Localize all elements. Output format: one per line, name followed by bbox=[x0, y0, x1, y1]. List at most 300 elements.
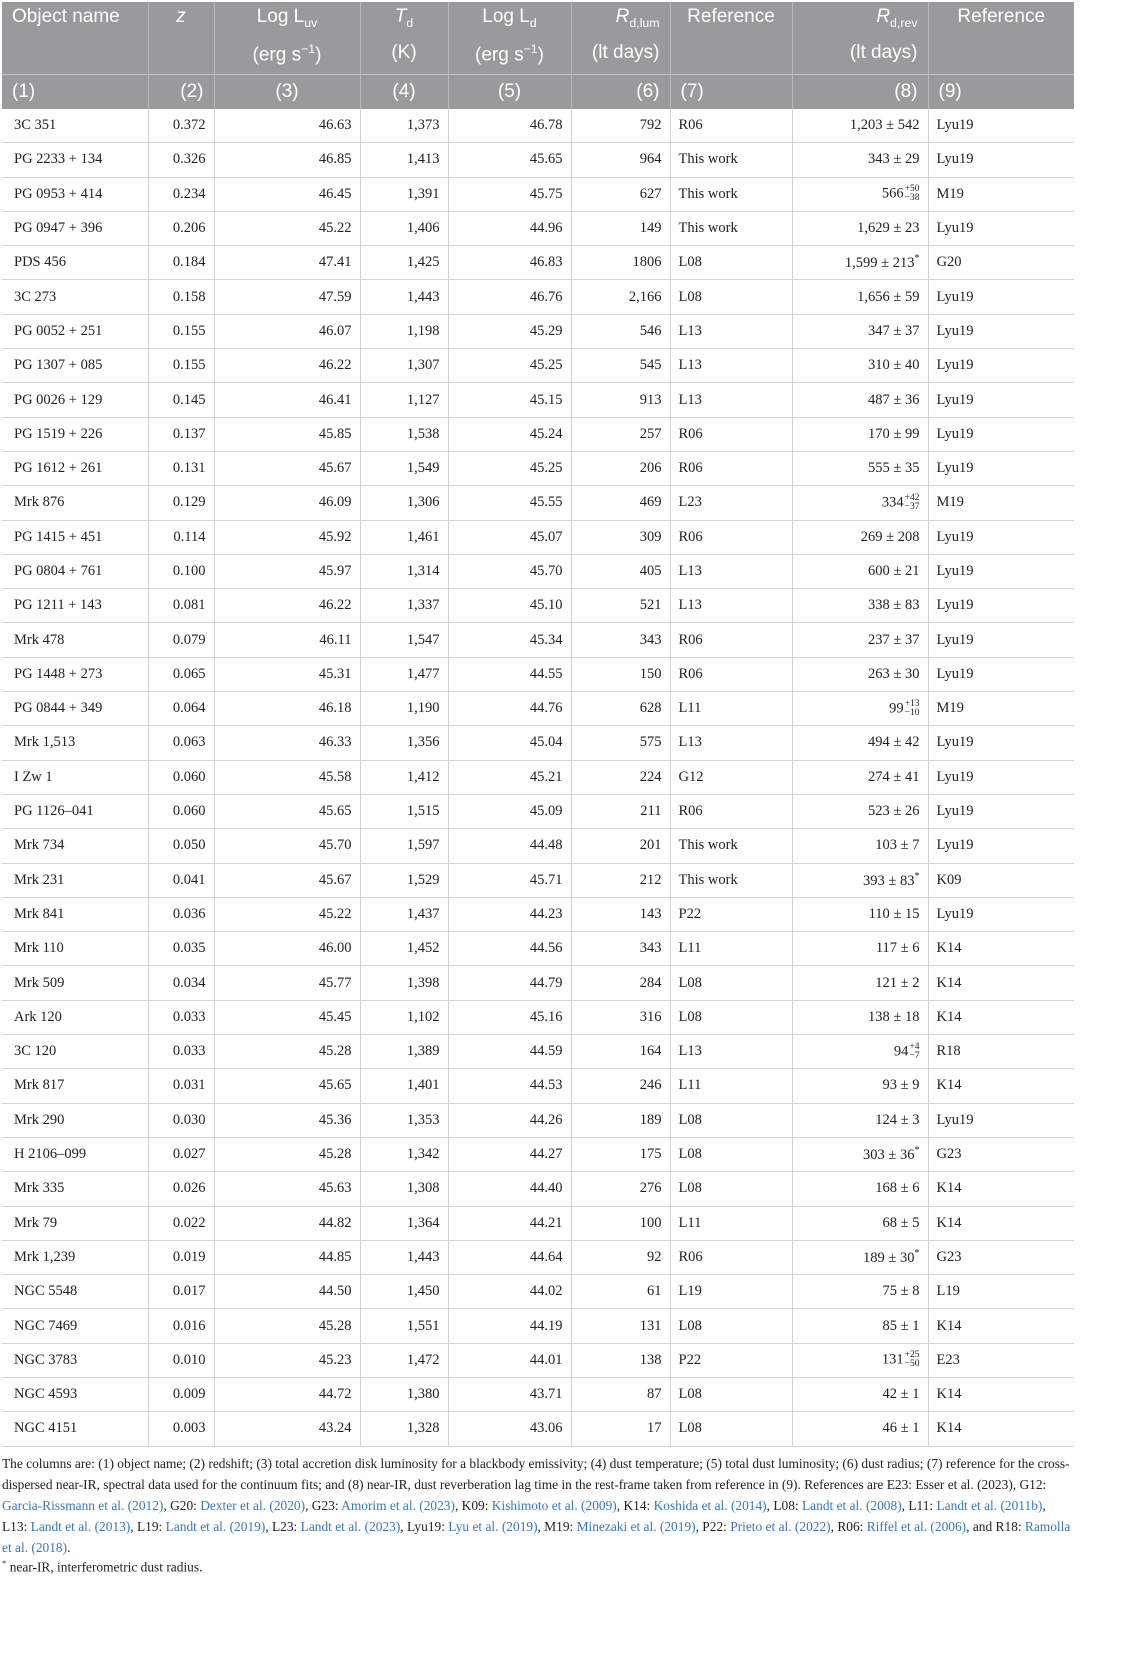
cell-z: 0.009 bbox=[148, 1377, 214, 1411]
cell-ref2: K14 bbox=[928, 932, 1074, 966]
cell-name: I Zw 1 bbox=[2, 760, 148, 794]
cell-ref2: L19 bbox=[928, 1275, 1074, 1309]
cell-z: 0.155 bbox=[148, 349, 214, 383]
cell-ref1: L11 bbox=[670, 932, 792, 966]
cell-name: Mrk 876 bbox=[2, 486, 148, 520]
cell-name: Mrk 335 bbox=[2, 1172, 148, 1206]
table-row bbox=[2, 211, 1074, 245]
cell-ref1: R06 bbox=[670, 417, 792, 451]
cell-ref1: L13 bbox=[670, 349, 792, 383]
table-row bbox=[2, 1412, 1074, 1446]
cell-rlum: 246 bbox=[571, 1069, 670, 1103]
cell-rrev: 1,599 ± 213* bbox=[792, 246, 928, 280]
cell-name: Mrk 478 bbox=[2, 623, 148, 657]
cell-rrev: 263 ± 30 bbox=[792, 657, 928, 691]
cell-td: 1,308 bbox=[360, 1172, 448, 1206]
reference-link[interactable]: Landt et al. (2019) bbox=[165, 1518, 266, 1534]
cell-z: 0.184 bbox=[148, 246, 214, 280]
header-log-luv: Log $L_{uv}$ bbox=[214, 2, 360, 42]
cell-ref2: K14 bbox=[928, 1172, 1074, 1206]
cell-luv: 46.45 bbox=[214, 177, 360, 211]
cell-rrev: 1,629 ± 23 bbox=[792, 211, 928, 245]
cell-z: 0.017 bbox=[148, 1275, 214, 1309]
cell-ref2: M19 bbox=[928, 177, 1074, 211]
cell-luv: 44.72 bbox=[214, 1377, 360, 1411]
cell-td: 1,425 bbox=[360, 246, 448, 280]
cell-ld: 45.21 bbox=[448, 760, 571, 794]
cell-name: Mrk 110 bbox=[2, 932, 148, 966]
cell-rrev: 117 ± 6 bbox=[792, 932, 928, 966]
cell-ref2: K09 bbox=[928, 863, 1074, 897]
cell-ref1: This work bbox=[670, 829, 792, 863]
asymmetric-error: +42 −37 bbox=[904, 492, 920, 512]
cell-ld: 45.09 bbox=[448, 794, 571, 828]
cell-z: 0.060 bbox=[148, 794, 214, 828]
cell-ref1: L19 bbox=[670, 1275, 792, 1309]
cell-z: 0.326 bbox=[148, 143, 214, 177]
cell-ref1: L13 bbox=[670, 589, 792, 623]
cell-ref1: R06 bbox=[670, 794, 792, 828]
cell-ref1: This work bbox=[670, 211, 792, 245]
cell-z: 0.158 bbox=[148, 280, 214, 314]
cell-rlum: 17 bbox=[571, 1412, 670, 1446]
cell-name: Mrk 290 bbox=[2, 1103, 148, 1137]
table-row bbox=[2, 863, 1074, 897]
cell-rrev: 274 ± 41 bbox=[792, 760, 928, 794]
cell-ld: 44.26 bbox=[448, 1103, 571, 1137]
cell-rlum: 206 bbox=[571, 451, 670, 485]
cell-z: 0.041 bbox=[148, 863, 214, 897]
reference-link[interactable]: Amorim et al. (2023) bbox=[341, 1497, 455, 1513]
cell-luv: 45.85 bbox=[214, 417, 360, 451]
cell-rrev: 110 ± 15 bbox=[792, 897, 928, 931]
cell-luv: 45.70 bbox=[214, 829, 360, 863]
cell-td: 1,472 bbox=[360, 1343, 448, 1377]
cell-ref2: K14 bbox=[928, 1412, 1074, 1446]
cell-rlum: 131 bbox=[571, 1309, 670, 1343]
cell-rrev: 46 ± 1 bbox=[792, 1412, 928, 1446]
table-row bbox=[2, 1206, 1074, 1240]
cell-luv: 45.28 bbox=[214, 1309, 360, 1343]
reference-link[interactable]: Landt et al. (2013) bbox=[30, 1518, 131, 1534]
cell-rlum: 913 bbox=[571, 383, 670, 417]
cell-td: 1,127 bbox=[360, 383, 448, 417]
reference-link[interactable]: Prieto et al. (2022) bbox=[730, 1518, 831, 1534]
cell-ld: 45.65 bbox=[448, 143, 571, 177]
table-container bbox=[2, 0, 1074, 1575]
cell-ref2: G20 bbox=[928, 246, 1074, 280]
cell-luv: 44.82 bbox=[214, 1206, 360, 1240]
cell-z: 0.034 bbox=[148, 966, 214, 1000]
cell-name: PG 1612 + 261 bbox=[2, 451, 148, 485]
cell-rrev: 303 ± 36* bbox=[792, 1137, 928, 1171]
table-row bbox=[2, 1275, 1074, 1309]
cell-ref1: L08 bbox=[670, 1172, 792, 1206]
cell-ref2: Lyu19 bbox=[928, 211, 1074, 245]
cell-name: Mrk 509 bbox=[2, 966, 148, 1000]
cell-name: Mrk 1,513 bbox=[2, 726, 148, 760]
cell-rlum: 257 bbox=[571, 417, 670, 451]
cell-rlum: 521 bbox=[571, 589, 670, 623]
cell-ref2: Lyu19 bbox=[928, 280, 1074, 314]
cell-rlum: 211 bbox=[571, 794, 670, 828]
reference-link[interactable]: Ramolla et al. (2018) bbox=[2, 1518, 1071, 1555]
reference-link[interactable]: Lyu et al. (2019) bbox=[448, 1518, 538, 1534]
cell-rrev: 347 ± 37 bbox=[792, 314, 928, 348]
cell-rrev: 75 ± 8 bbox=[792, 1275, 928, 1309]
cell-z: 0.026 bbox=[148, 1172, 214, 1206]
cell-ref1: This work bbox=[670, 863, 792, 897]
header-rdrev: $R_{d,rev}$ bbox=[792, 2, 928, 42]
cell-ref1: L11 bbox=[670, 1069, 792, 1103]
cell-z: 0.137 bbox=[148, 417, 214, 451]
cell-ref1: L08 bbox=[670, 1137, 792, 1171]
cell-ref2: Lyu19 bbox=[928, 143, 1074, 177]
table-row bbox=[2, 1103, 1074, 1137]
cell-luv: 45.28 bbox=[214, 1035, 360, 1069]
cell-rrev: 94+4 −7 bbox=[792, 1035, 928, 1069]
header-num-5: (5) bbox=[448, 75, 571, 110]
cell-ref1: R06 bbox=[670, 623, 792, 657]
reference-link[interactable]: Garcia-Rissmann et al. (2012) bbox=[2, 1497, 164, 1513]
cell-name: Mrk 734 bbox=[2, 829, 148, 863]
cell-luv: 44.50 bbox=[214, 1275, 360, 1309]
table-row bbox=[2, 1000, 1074, 1034]
cell-ref2: G23 bbox=[928, 1240, 1074, 1274]
cell-luv: 45.65 bbox=[214, 1069, 360, 1103]
table-row bbox=[2, 1137, 1074, 1171]
cell-td: 1,549 bbox=[360, 451, 448, 485]
cell-ld: 44.23 bbox=[448, 897, 571, 931]
table-row bbox=[2, 1343, 1074, 1377]
cell-rrev: 494 ± 42 bbox=[792, 726, 928, 760]
cell-name: Mrk 79 bbox=[2, 1206, 148, 1240]
cell-rlum: 224 bbox=[571, 760, 670, 794]
cell-luv: 46.00 bbox=[214, 932, 360, 966]
interferometric-mark: * bbox=[914, 253, 920, 265]
cell-luv: 45.67 bbox=[214, 451, 360, 485]
cell-ld: 45.07 bbox=[448, 520, 571, 554]
cell-ref2: Lyu19 bbox=[928, 554, 1074, 588]
cell-z: 0.027 bbox=[148, 1137, 214, 1171]
cell-luv: 46.07 bbox=[214, 314, 360, 348]
cell-ref1: R06 bbox=[670, 109, 792, 143]
cell-td: 1,380 bbox=[360, 1377, 448, 1411]
cell-name: PDS 456 bbox=[2, 246, 148, 280]
cell-td: 1,515 bbox=[360, 794, 448, 828]
cell-luv: 45.77 bbox=[214, 966, 360, 1000]
cell-z: 0.060 bbox=[148, 760, 214, 794]
header-rdlum-units: (lt days) bbox=[571, 42, 670, 75]
cell-name: NGC 7469 bbox=[2, 1309, 148, 1343]
cell-luv: 46.22 bbox=[214, 589, 360, 623]
cell-rrev: 85 ± 1 bbox=[792, 1309, 928, 1343]
cell-luv: 45.45 bbox=[214, 1000, 360, 1034]
cell-ld: 44.64 bbox=[448, 1240, 571, 1274]
cell-rrev: 124 ± 3 bbox=[792, 1103, 928, 1137]
cell-rlum: 964 bbox=[571, 143, 670, 177]
cell-ld: 45.29 bbox=[448, 314, 571, 348]
table-row bbox=[2, 760, 1074, 794]
table-row bbox=[2, 966, 1074, 1000]
cell-ref1: L08 bbox=[670, 1309, 792, 1343]
cell-ref2: Lyu19 bbox=[928, 109, 1074, 143]
table-notes: The columns are: (1) object name; (2) redshift; (3) total accretion disk luminosity for a blackbody emissivity; (4) dust temperature; (5) total dust luminosity; (6) dust radius; (7) reference for the cross-dispersed near-IR, spectral data used for the continuum fits; and (8) near-IR, dust reverberation lag time in the rest-frame taken from reference in (9). References are E23: Esser et al. (2023), G12: Garcia-Rissmann et al. (2012), G20: Dexter et al. (2020), G23: Amorim et al. (2023), K09: Kishimoto et al. (2009), K14: Koshida et al. (2014), L08: Landt et al. (2008), L11: Landt et al. (2011b), L13: Landt et al. (2013), L19: Landt et al. (2019), L23: Landt et al. (2023), Lyu19: Lyu et al. (2019), M19: Minezaki et al. (2019), P22: Prieto et al. (2022), R06: Riffel et al. (2006), and R18: Ramolla et al. (2018). bbox=[2, 1455, 1071, 1555]
cell-luv: 45.65 bbox=[214, 794, 360, 828]
cell-td: 1,190 bbox=[360, 692, 448, 726]
table-row bbox=[2, 520, 1074, 554]
table-row bbox=[2, 451, 1074, 485]
cell-name: Mrk 1,239 bbox=[2, 1240, 148, 1274]
reference-link[interactable]: Koshida et al. (2014) bbox=[653, 1497, 767, 1513]
cell-rlum: 92 bbox=[571, 1240, 670, 1274]
cell-ref1: L13 bbox=[670, 314, 792, 348]
cell-td: 1,437 bbox=[360, 897, 448, 931]
cell-ref1: R06 bbox=[670, 451, 792, 485]
cell-td: 1,364 bbox=[360, 1206, 448, 1240]
cell-rrev: 566+50 −38 bbox=[792, 177, 928, 211]
cell-ld: 44.27 bbox=[448, 1137, 571, 1171]
cell-td: 1,450 bbox=[360, 1275, 448, 1309]
cell-rrev: 237 ± 37 bbox=[792, 623, 928, 657]
cell-z: 0.129 bbox=[148, 486, 214, 520]
cell-name: NGC 4593 bbox=[2, 1377, 148, 1411]
cell-ld: 44.21 bbox=[448, 1206, 571, 1240]
cell-ld: 45.24 bbox=[448, 417, 571, 451]
interferometric-mark: * bbox=[914, 1248, 920, 1260]
cell-rrev: 138 ± 18 bbox=[792, 1000, 928, 1034]
cell-td: 1,551 bbox=[360, 1309, 448, 1343]
asymmetric-error: +4 −7 bbox=[909, 1041, 920, 1061]
cell-z: 0.019 bbox=[148, 1240, 214, 1274]
table-row bbox=[2, 554, 1074, 588]
cell-td: 1,389 bbox=[360, 1035, 448, 1069]
cell-name: PG 0052 + 251 bbox=[2, 314, 148, 348]
cell-rrev: 487 ± 36 bbox=[792, 383, 928, 417]
cell-rlum: 164 bbox=[571, 1035, 670, 1069]
cell-luv: 46.22 bbox=[214, 349, 360, 383]
cell-name: PG 0026 + 129 bbox=[2, 383, 148, 417]
cell-luv: 46.11 bbox=[214, 623, 360, 657]
cell-name: PG 2233 + 134 bbox=[2, 143, 148, 177]
reference-link[interactable]: Landt et al. (2023) bbox=[300, 1518, 401, 1534]
cell-td: 1,452 bbox=[360, 932, 448, 966]
header-rdlum: $R_{d,lum}$ bbox=[571, 2, 670, 42]
table-row bbox=[2, 1377, 1074, 1411]
cell-ref2: Lyu19 bbox=[928, 589, 1074, 623]
cell-ld: 44.96 bbox=[448, 211, 571, 245]
cell-luv: 45.22 bbox=[214, 211, 360, 245]
cell-name: NGC 3783 bbox=[2, 1343, 148, 1377]
cell-luv: 45.22 bbox=[214, 897, 360, 931]
cell-ref2: R18 bbox=[928, 1035, 1074, 1069]
table-row bbox=[2, 692, 1074, 726]
cell-rlum: 792 bbox=[571, 109, 670, 143]
cell-td: 1,398 bbox=[360, 966, 448, 1000]
cell-td: 1,461 bbox=[360, 520, 448, 554]
cell-rlum: 469 bbox=[571, 486, 670, 520]
cell-luv: 46.33 bbox=[214, 726, 360, 760]
cell-name: NGC 4151 bbox=[2, 1412, 148, 1446]
cell-ref2: Lyu19 bbox=[928, 1103, 1074, 1137]
cell-luv: 46.41 bbox=[214, 383, 360, 417]
cell-td: 1,356 bbox=[360, 726, 448, 760]
cell-z: 0.079 bbox=[148, 623, 214, 657]
reference-link[interactable]: Riffel et al. (2006) bbox=[866, 1518, 967, 1534]
cell-name: PG 0947 + 396 bbox=[2, 211, 148, 245]
cell-z: 0.036 bbox=[148, 897, 214, 931]
cell-rrev: 189 ± 30* bbox=[792, 1240, 928, 1274]
cell-luv: 46.85 bbox=[214, 143, 360, 177]
cell-rlum: 189 bbox=[571, 1103, 670, 1137]
cell-rlum: 343 bbox=[571, 623, 670, 657]
cell-luv: 45.36 bbox=[214, 1103, 360, 1137]
cell-ref1: R06 bbox=[670, 1240, 792, 1274]
cell-ref2: Lyu19 bbox=[928, 520, 1074, 554]
cell-rrev: 338 ± 83 bbox=[792, 589, 928, 623]
reference-link[interactable]: Minezaki et al. (2019) bbox=[576, 1518, 696, 1534]
cell-luv: 45.28 bbox=[214, 1137, 360, 1171]
cell-rlum: 2,166 bbox=[571, 280, 670, 314]
cell-name: PG 1448 + 273 bbox=[2, 657, 148, 691]
cell-ref2: K14 bbox=[928, 966, 1074, 1000]
cell-z: 0.050 bbox=[148, 829, 214, 863]
cell-luv: 44.85 bbox=[214, 1240, 360, 1274]
cell-rlum: 546 bbox=[571, 314, 670, 348]
header-num-9: (9) bbox=[928, 75, 1074, 110]
reference-link[interactable]: Kishimoto et al. (2009) bbox=[491, 1497, 617, 1513]
table-row bbox=[2, 486, 1074, 520]
reference-link[interactable]: Landt et al. (2008) bbox=[802, 1497, 902, 1513]
cell-rrev: 99+13 −10 bbox=[792, 692, 928, 726]
cell-ld: 45.70 bbox=[448, 554, 571, 588]
cell-rlum: 276 bbox=[571, 1172, 670, 1206]
cell-ref1: This work bbox=[670, 177, 792, 211]
cell-td: 1,328 bbox=[360, 1412, 448, 1446]
table-body bbox=[2, 109, 1074, 1446]
cell-ref2: K14 bbox=[928, 1000, 1074, 1034]
cell-ld: 44.40 bbox=[448, 1172, 571, 1206]
cell-ref1: L08 bbox=[670, 1103, 792, 1137]
cell-ld: 45.34 bbox=[448, 623, 571, 657]
cell-z: 0.100 bbox=[148, 554, 214, 588]
cell-z: 0.234 bbox=[148, 177, 214, 211]
cell-rrev: 103 ± 7 bbox=[792, 829, 928, 863]
cell-td: 1,529 bbox=[360, 863, 448, 897]
cell-ref2: Lyu19 bbox=[928, 829, 1074, 863]
table-row bbox=[2, 589, 1074, 623]
cell-z: 0.035 bbox=[148, 932, 214, 966]
cell-td: 1,314 bbox=[360, 554, 448, 588]
table-row bbox=[2, 623, 1074, 657]
cell-ref1: L11 bbox=[670, 692, 792, 726]
cell-td: 1,307 bbox=[360, 349, 448, 383]
cell-rlum: 87 bbox=[571, 1377, 670, 1411]
cell-ref1: R06 bbox=[670, 520, 792, 554]
table-footnote: * near-IR, interferometric dust radius. bbox=[2, 1557, 203, 1575]
table-row bbox=[2, 314, 1074, 348]
cell-td: 1,443 bbox=[360, 1240, 448, 1274]
cell-ref2: Lyu19 bbox=[928, 623, 1074, 657]
cell-ref2: K14 bbox=[928, 1069, 1074, 1103]
table-row bbox=[2, 383, 1074, 417]
cell-rrev: 68 ± 5 bbox=[792, 1206, 928, 1240]
cell-ld: 45.10 bbox=[448, 589, 571, 623]
cell-rlum: 138 bbox=[571, 1343, 670, 1377]
table-row bbox=[2, 1035, 1074, 1069]
header-num-2: (2) bbox=[148, 75, 214, 110]
cell-name: NGC 5548 bbox=[2, 1275, 148, 1309]
cell-ref1: R06 bbox=[670, 657, 792, 691]
cell-z: 0.022 bbox=[148, 1206, 214, 1240]
cell-ld: 45.55 bbox=[448, 486, 571, 520]
cell-rlum: 61 bbox=[571, 1275, 670, 1309]
cell-ld: 45.16 bbox=[448, 1000, 571, 1034]
header-log-ld: Log $L_d$ bbox=[448, 2, 571, 42]
cell-ref2: K14 bbox=[928, 1309, 1074, 1343]
table-row bbox=[2, 794, 1074, 828]
cell-ld: 43.71 bbox=[448, 1377, 571, 1411]
asymmetric-error: +13 −10 bbox=[904, 698, 920, 718]
cell-rrev: 310 ± 40 bbox=[792, 349, 928, 383]
table-row bbox=[2, 1172, 1074, 1206]
cell-luv: 45.67 bbox=[214, 863, 360, 897]
cell-ld: 46.76 bbox=[448, 280, 571, 314]
reference-link[interactable]: Dexter et al. (2020) bbox=[200, 1497, 306, 1513]
table-row bbox=[2, 1069, 1074, 1103]
cell-td: 1,406 bbox=[360, 211, 448, 245]
cell-ref2: Lyu19 bbox=[928, 897, 1074, 931]
cell-name: PG 0844 + 349 bbox=[2, 692, 148, 726]
cell-ref2: M19 bbox=[928, 692, 1074, 726]
cell-rrev: 121 ± 2 bbox=[792, 966, 928, 1000]
cell-td: 1,198 bbox=[360, 314, 448, 348]
cell-luv: 45.58 bbox=[214, 760, 360, 794]
table-row bbox=[2, 246, 1074, 280]
cell-ld: 45.15 bbox=[448, 383, 571, 417]
header-num-3: (3) bbox=[214, 75, 360, 110]
table-row bbox=[2, 349, 1074, 383]
cell-z: 0.081 bbox=[148, 589, 214, 623]
cell-rlum: 143 bbox=[571, 897, 670, 931]
cell-name: 3C 120 bbox=[2, 1035, 148, 1069]
cell-rrev: 555 ± 35 bbox=[792, 451, 928, 485]
cell-luv: 46.63 bbox=[214, 109, 360, 143]
cell-z: 0.033 bbox=[148, 1000, 214, 1034]
reference-link[interactable]: Landt et al. (2011b) bbox=[936, 1497, 1043, 1513]
cell-td: 1,547 bbox=[360, 623, 448, 657]
cell-name: Mrk 841 bbox=[2, 897, 148, 931]
header-num-4: (4) bbox=[360, 75, 448, 110]
cell-z: 0.065 bbox=[148, 657, 214, 691]
cell-name: 3C 351 bbox=[2, 109, 148, 143]
cell-z: 0.145 bbox=[148, 383, 214, 417]
table-row bbox=[2, 1309, 1074, 1343]
cell-td: 1,102 bbox=[360, 1000, 448, 1034]
cell-rlum: 316 bbox=[571, 1000, 670, 1034]
cell-td: 1,443 bbox=[360, 280, 448, 314]
cell-ref2: E23 bbox=[928, 1343, 1074, 1377]
cell-ld: 45.25 bbox=[448, 451, 571, 485]
cell-name: PG 1307 + 085 bbox=[2, 349, 148, 383]
cell-ref2: Lyu19 bbox=[928, 794, 1074, 828]
cell-luv: 43.24 bbox=[214, 1412, 360, 1446]
cell-rrev: 343 ± 29 bbox=[792, 143, 928, 177]
cell-luv: 45.63 bbox=[214, 1172, 360, 1206]
cell-ref2: Lyu19 bbox=[928, 417, 1074, 451]
cell-rrev: 1,656 ± 59 bbox=[792, 280, 928, 314]
cell-rlum: 309 bbox=[571, 520, 670, 554]
